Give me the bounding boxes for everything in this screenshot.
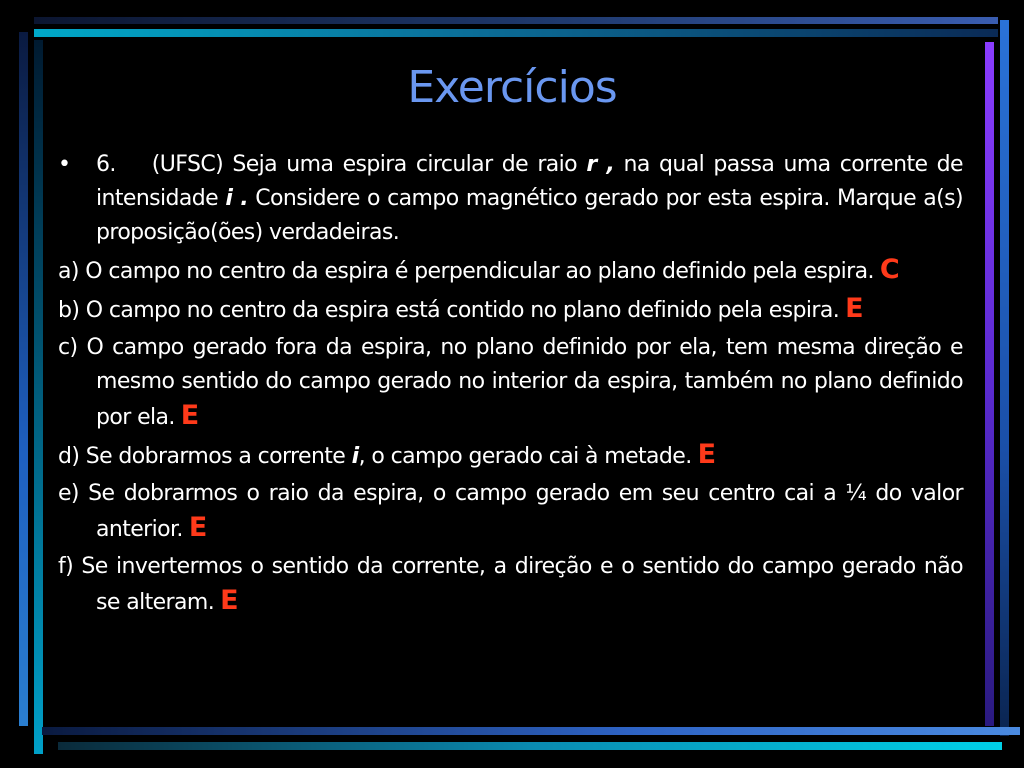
option-a	[58, 253, 963, 289]
option-c-text: c) O campo gerado fora da espira, no plano definido por ela, tem mesma direção e mesmo sentido do campo gerado no interior da espira, também no plano definido por ela.	[58, 335, 963, 430]
frame-top-outer-bar	[34, 17, 998, 24]
option-d	[58, 438, 963, 474]
option-b	[58, 292, 963, 328]
option-c-answer: E	[180, 400, 199, 431]
option-b-text: b) O campo no centro da espira está contido no plano definido pela espira.	[58, 298, 840, 323]
frame-bottom-upper-bar	[42, 727, 1020, 735]
frame-top-inner-bar	[34, 29, 998, 37]
option-f-text: f) Se invertermos o sentido da corrente, a direção e o sentido do campo gerado não se alteram.	[58, 554, 963, 615]
option-f-answer: E	[220, 585, 238, 616]
question-text-part-3: Considere o campo magnético gerado por esta espira. Marque a(s) proposição(ões) verdadeiras.	[96, 186, 963, 245]
option-d-answer: E	[697, 439, 716, 470]
bullet-icon: •	[58, 152, 71, 177]
frame-left-inner-bar	[34, 40, 43, 754]
option-c	[58, 331, 963, 435]
question-text-part-1: (UFSC) Seja uma espira circular de raio	[151, 152, 587, 177]
option-d-variable-i: i	[351, 444, 359, 469]
frame-left-outer-bar	[19, 32, 28, 726]
question-text-part-2: na qual passa uma corrente de intensidade	[96, 152, 963, 211]
option-a-answer: C	[879, 254, 900, 285]
frame-right-purple-bar	[985, 42, 994, 726]
option-b-answer: E	[845, 293, 863, 324]
option-d-text-part-1: d) Se dobrarmos a corrente	[58, 444, 352, 469]
option-e-text: e) Se dobrarmos o raio da espira, o campo gerado em seu centro cai a ¼ do valor anterior.	[58, 481, 963, 542]
option-f	[58, 550, 963, 620]
slide-title: Exercícios	[407, 62, 617, 113]
option-a-text: a) O campo no centro da espira é perpendicular ao plano definido pela espira.	[58, 259, 874, 284]
variable-r: r ,	[586, 152, 615, 177]
slide-body	[58, 148, 963, 623]
option-e	[58, 477, 963, 547]
frame-bottom-lower-bar	[58, 742, 1002, 750]
question-paragraph	[58, 148, 963, 250]
option-e-answer: E	[188, 512, 207, 543]
option-d-text-part-2: , o campo gerado cai à metade.	[358, 444, 692, 469]
question-number: 6.	[96, 152, 116, 177]
variable-i: i .	[225, 186, 248, 211]
frame-right-blue-bar	[1000, 20, 1009, 736]
